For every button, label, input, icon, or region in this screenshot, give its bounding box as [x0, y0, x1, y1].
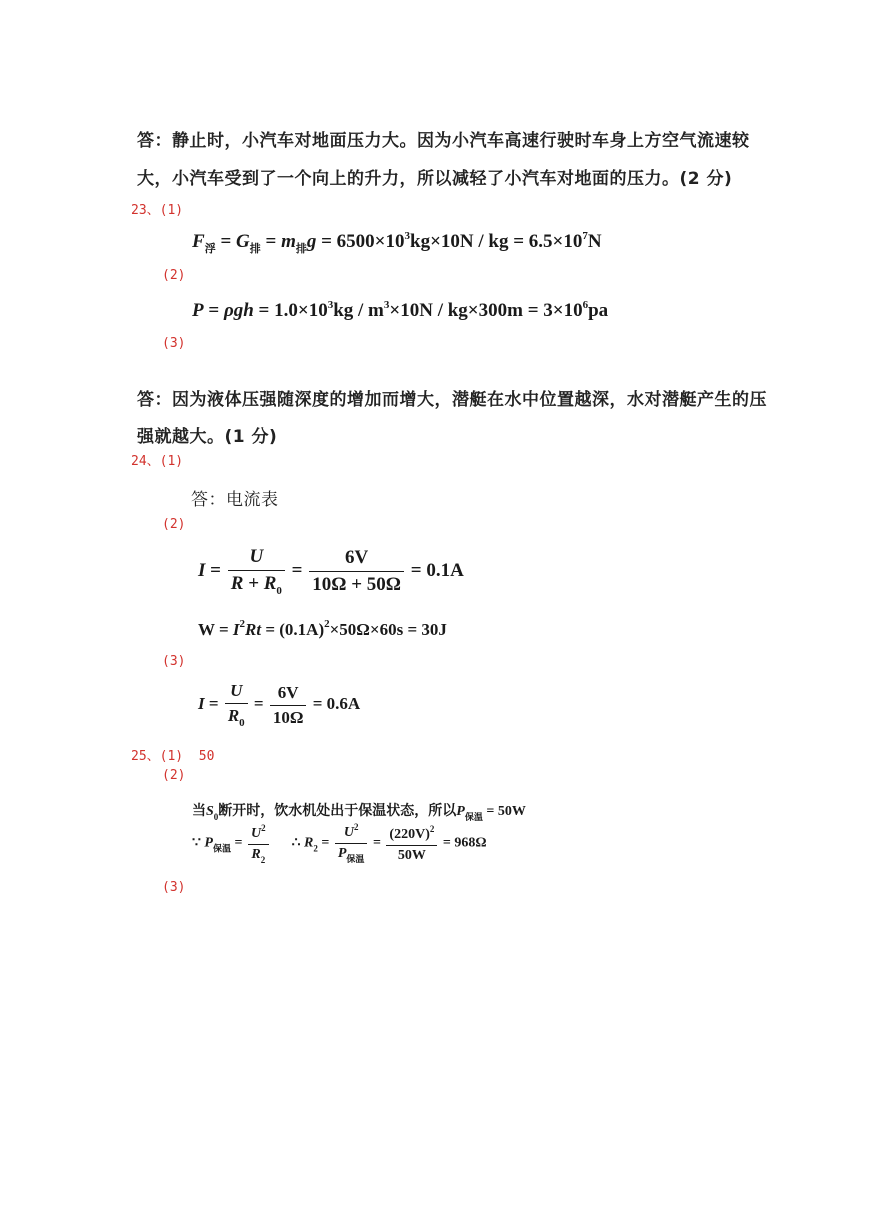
- q23-answer-line1: 答：因为液体压强随深度的增加而增大，潜艇在水中位置越深，水对潜艇产生的压: [137, 390, 767, 410]
- q22-answer-line2: 大，小汽车受到了一个向上的升力，所以减轻了小汽车对地面的压力。(2 分): [137, 169, 733, 189]
- q25-statement: 当$S_0$断开时，饮水机处出于保温状态，所以$P_{保温} = 50W$: [192, 803, 526, 823]
- fraction: $\frac{U^2}{R_2}$: [248, 823, 269, 865]
- q23-label-3: (3): [162, 336, 186, 351]
- q25-value-1: 50: [198, 749, 215, 764]
- q24-label-2: (2): [162, 517, 186, 532]
- fraction: $\frac{6V}{10\Omega + 50\Omega}$: [309, 547, 404, 596]
- fraction: $\frac{(220V)^2}{50W}$: [386, 824, 437, 864]
- fraction: $\frac{U}{R_0}$: [225, 681, 248, 729]
- q25-label-3: (3): [162, 880, 186, 895]
- fraction: $\frac{U}{R + R_0}$: [228, 546, 285, 597]
- fraction: $\frac{U^2}{P_{保温}}$: [335, 822, 368, 865]
- q24-label-3: (3): [162, 654, 186, 669]
- q25-formula-resistance: ∵ $P_{保温}$ = $\frac{U^2}{R_2}$ ∴ $R_2$ = $\frac{U^2}{P_{保温}}$ = $\frac{(220V)^2}{50W}$ = 968Ω: [192, 822, 487, 865]
- q23-answer-line2: 强就越大。(1 分): [137, 427, 278, 447]
- q23-label-1: 23、(1): [131, 203, 184, 218]
- q23-formula-pressure: $P = \rho gh = 1.0\times 10^3kg / m^3\times 10N / kg\times 300m = 3\times 10^6pa$: [192, 299, 609, 321]
- q24-formula-current: I = $\frac{U}{R + R_0}$ = $\frac{6V}{10\Omega + 50\Omega}$ = 0.1A: [198, 546, 464, 597]
- q24-formula-work: $W = I^2Rt = (0.1A)^2\times 50\Omega\times 60s = 30J$: [198, 618, 447, 639]
- q24-formula-current-r0: I = $\frac{U}{R_0}$ = $\frac{6V}{10\Omega}$ = 0.6A: [198, 681, 361, 729]
- q23-formula-buoyancy: $F_浮 = G_排 = m_排g = 6500\times 10^3kg\times 10N$ / kg = $6.5\times 10^7N$: [192, 230, 602, 255]
- q25-label-1: 25、(1) 50: [131, 749, 215, 764]
- q22-answer-line1: 答：静止时，小汽车对地面压力大。因为小汽车高速行驶时车身上方空气流速较: [137, 131, 750, 151]
- q24-label-1: 24、(1): [131, 454, 184, 469]
- q25-label-2: (2): [162, 768, 186, 783]
- q23-label-2: (2): [162, 268, 186, 283]
- fraction: $\frac{6V}{10\Omega}$: [270, 683, 307, 728]
- q24-answer-ammeter: 答：电流表: [191, 490, 279, 510]
